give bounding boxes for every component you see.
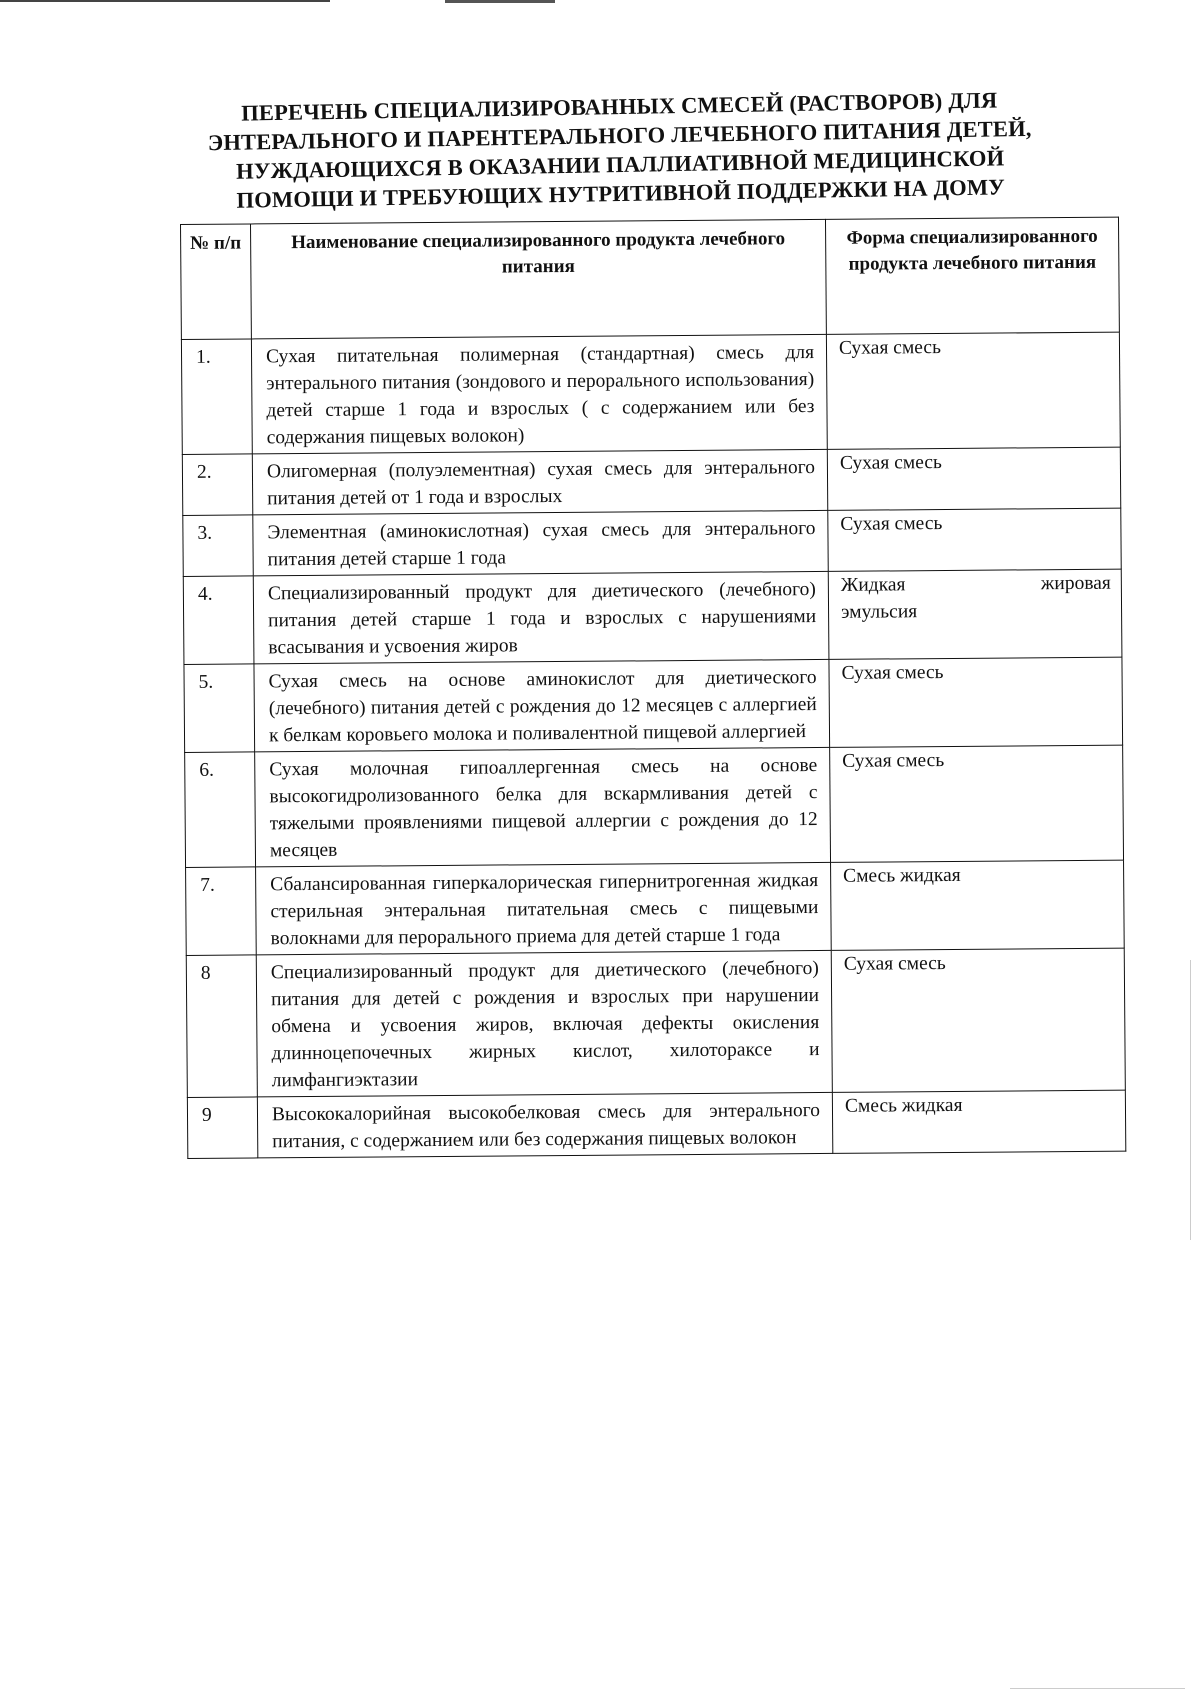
row-number: 3. xyxy=(183,515,253,577)
table-row xyxy=(185,745,1124,867)
title-line: ЭНТЕРАЛЬНОГО И ПАРЕНТЕРАЛЬНОГО ЛЕЧЕБНОГО ПИТАНИЯ ДЕТЕЙ, xyxy=(207,115,1032,156)
header-number: № п/п xyxy=(181,224,252,340)
products-table xyxy=(180,217,1126,1159)
row-number: 9 xyxy=(187,1097,257,1159)
table-row xyxy=(183,508,1121,576)
row-product-name: Высококалорийная высокобелковая смесь для энтерального питания, с содержанием или без содержания пищевых волокон xyxy=(257,1092,832,1158)
row-product-form: Сухая смесь xyxy=(827,447,1120,510)
table-row xyxy=(181,332,1120,454)
scan-artifact-top xyxy=(0,0,330,2)
row-number: 5. xyxy=(184,664,255,753)
header-product-form: Форма специализированного продукта лечебного питания xyxy=(825,217,1119,334)
row-product-form: Смесь жидкая xyxy=(832,1090,1125,1153)
row-product-name: Олигомерная (полуэлементная) сухая смесь для энтерального питания детей от 1 года и взрослых xyxy=(252,449,827,515)
title-line: ПЕРЕЧЕНЬ СПЕЦИАЛИЗИРОВАННЫХ СМЕСЕЙ (РАСТВОРОВ) ДЛЯ xyxy=(240,87,998,126)
table-row xyxy=(186,948,1125,1097)
row-product-form: Сухая смесь xyxy=(828,508,1121,571)
row-product-form: Сухая смесь xyxy=(830,745,1124,862)
row-number: 6. xyxy=(185,752,256,868)
row-number: 4. xyxy=(183,576,254,665)
table-row xyxy=(187,1090,1125,1158)
table-row xyxy=(183,569,1122,664)
row-number: 7. xyxy=(186,867,257,956)
table-row xyxy=(182,447,1120,515)
header-product-name: Наименование специализированного продукта лечебного питания xyxy=(251,219,827,339)
row-number: 8 xyxy=(186,955,257,1098)
table-header-row xyxy=(181,217,1120,339)
title-line: НУЖДАЮЩИХСЯ В ОКАЗАНИИ ПАЛЛИАТИВНОЙ МЕДИЦИНСКОЙ xyxy=(235,145,1005,184)
table-row xyxy=(186,860,1125,955)
row-product-name: Сбалансированная гиперкалорическая гипернитрогенная жидкая стерильная энтеральная питательная смесь с пищевыми волокнами для перорального приема для детей старше 1 года xyxy=(256,862,832,955)
row-product-name: Специализированный продукт для диетического (лечебного) питания детей старше 1 года и взрослых с нарушениями всасывания и усвоения жиров xyxy=(253,571,829,664)
products-table-wrapper xyxy=(180,217,1126,1159)
document-title xyxy=(169,84,1071,216)
row-product-name: Сухая питательная полимерная (стандартная) смесь для энтерального питания (зондового и перорального использования) детей старше 1 года и взрослых ( с содержанием или без содержания пищевых волокон) xyxy=(251,334,827,454)
table-row xyxy=(184,657,1123,752)
row-product-form: Смесь жидкая xyxy=(831,860,1125,950)
row-product-name: Элементная (аминокислотная) сухая смесь для энтерального питания детей старше 1 года xyxy=(253,510,828,576)
row-product-name: Сухая молочная гипоаллергенная смесь на основе высокогидролизованного белка для вскармливания детей с тяжелыми проявлениями пищевой аллергии с рождения до 12 месяцев xyxy=(255,747,831,867)
row-number: 1. xyxy=(181,339,252,455)
row-number: 2. xyxy=(182,454,252,516)
scan-artifact-top-mark xyxy=(445,0,555,3)
row-product-name: Сухая смесь на основе аминокислот для диетического (лечебного) питания детей с рождения до 12 месяцев с аллергией к белкам коровьего молока и поливалентной пищевой аллергией xyxy=(254,659,830,752)
form-word: жировая xyxy=(1040,572,1111,595)
row-product-form xyxy=(828,569,1122,659)
form-split-line xyxy=(841,570,1111,599)
scan-artifact-bottom xyxy=(1010,1688,1185,1689)
row-product-form: Сухая смесь xyxy=(831,948,1125,1092)
scan-artifact-right xyxy=(1190,960,1191,1240)
row-product-form: Сухая смесь xyxy=(826,332,1120,449)
form-word: эмульсия xyxy=(840,601,918,623)
row-product-name: Специализированный продукт для диетического (лечебного) питания для детей с рождения и взрослых при нарушении обмена и усвоения жиров, включая дефекты окисления длинноцепочечных жирных кислот, хилотораксе и лимфангиэктазии xyxy=(256,950,832,1097)
form-word: Жидкая xyxy=(840,574,906,596)
row-product-form: Сухая смесь xyxy=(829,657,1123,747)
title-line: ПОМОЩИ И ТРЕБУЮЩИХ НУТРИТИВНОЙ ПОДДЕРЖКИ НА ДОМУ xyxy=(236,174,1006,213)
